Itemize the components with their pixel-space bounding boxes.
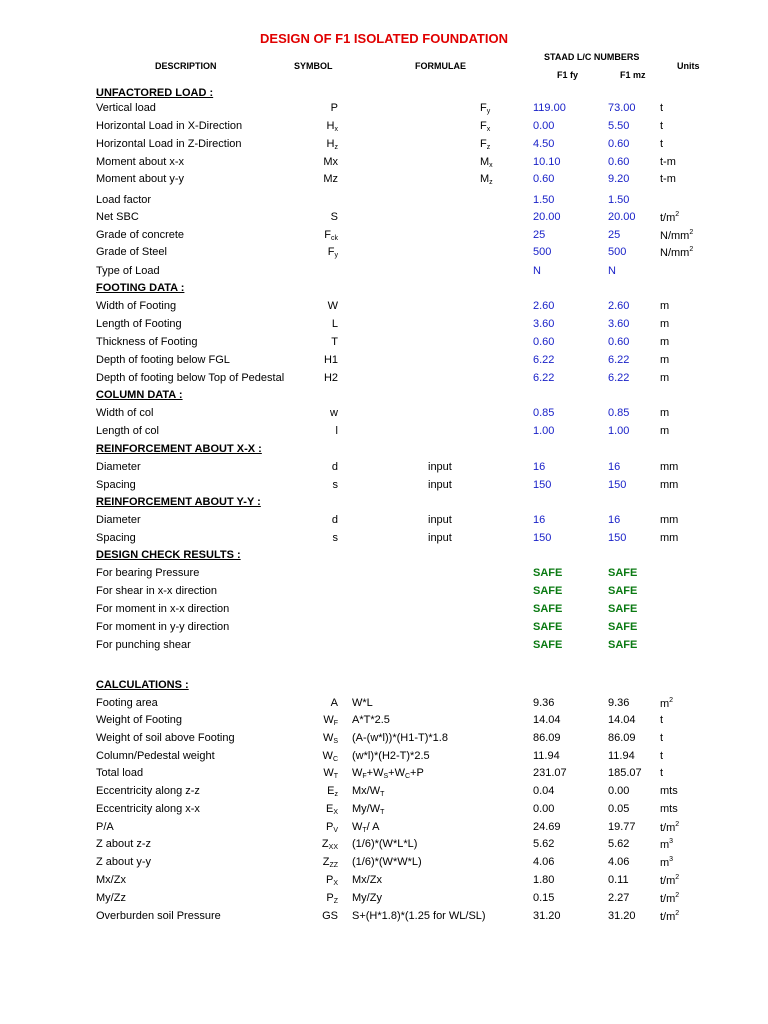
unit: t xyxy=(660,767,664,779)
footing-row xyxy=(0,300,768,318)
calc-row xyxy=(0,785,768,803)
calc-description: Eccentricity along z-z xyxy=(96,785,200,797)
calc-formula: (w*l)*(H2-T)*2.5 xyxy=(352,750,430,762)
section-column-data-row xyxy=(0,389,768,407)
value-f1-fy: 0.85 xyxy=(533,407,555,419)
value-f1-mz: 16 xyxy=(608,461,621,473)
unit: t xyxy=(660,102,664,114)
reinf-yy-row xyxy=(0,532,768,550)
unit: m xyxy=(660,372,670,384)
unit: t xyxy=(660,714,664,726)
calc-formula: (1/6)*(W*W*L) xyxy=(352,856,422,868)
column-row xyxy=(0,425,768,443)
value-f1-mz: 6.22 xyxy=(608,354,630,366)
calc-description: Z about y-y xyxy=(96,856,152,868)
load-description: Horizontal Load in Z-Direction xyxy=(96,138,242,150)
section-reinforcement-yy-row xyxy=(0,496,768,514)
column-symbol: l xyxy=(335,425,338,437)
reinf-xx-input-label: input xyxy=(428,461,452,473)
reinf-yy-row xyxy=(0,514,768,532)
calc-formula: My/Zy xyxy=(352,892,382,904)
reinf-yy-input-label: input xyxy=(428,514,452,526)
calc-row xyxy=(0,838,768,856)
value-f1-fy: 0.04 xyxy=(533,785,555,797)
column-symbol: w xyxy=(330,407,338,419)
load-row xyxy=(0,173,768,191)
load-description: Moment about y-y xyxy=(96,173,185,185)
value-f1-fy: 4.06 xyxy=(533,856,555,868)
load-symbol: P xyxy=(330,102,338,114)
reinf-xx-description: Diameter xyxy=(96,461,141,473)
calc-description: Column/Pedestal weight xyxy=(96,750,215,762)
reinf-xx-row xyxy=(0,479,768,497)
check-description: For shear in x-x direction xyxy=(96,585,218,597)
calc-symbol: $Z_{XX}$ xyxy=(321,838,338,851)
value-f1-mz: 0.00 xyxy=(608,785,630,797)
unit: mm xyxy=(660,514,679,526)
load-row xyxy=(0,138,768,156)
value-f1-fy: 20.00 xyxy=(533,211,561,223)
unit: $m^3$ xyxy=(660,838,674,851)
footing-row xyxy=(0,354,768,372)
value-f1-mz: 9.36 xyxy=(608,697,630,709)
unit: t xyxy=(660,120,664,132)
value-f1-mz: 0.05 xyxy=(608,803,630,815)
header-f1-fy: F1 fy xyxy=(557,70,579,80)
param-symbol: S xyxy=(330,211,338,223)
calc-formula: $My/W_T$ xyxy=(352,803,385,816)
unit: t-m xyxy=(660,173,676,185)
value-f1-mz: 6.22 xyxy=(608,372,630,384)
calc-row xyxy=(0,874,768,892)
value-f1-mz: 0.60 xyxy=(608,156,630,168)
value-f1-fy: 5.62 xyxy=(533,838,555,850)
value-f1-mz: 2.27 xyxy=(608,892,630,904)
reinf-xx-row xyxy=(0,461,768,479)
calc-row xyxy=(0,697,768,715)
calc-row xyxy=(0,821,768,839)
column-description: Width of col xyxy=(96,407,154,419)
footing-symbol: T xyxy=(331,336,338,348)
value-f1-mz: 73.00 xyxy=(608,102,636,114)
footing-row xyxy=(0,318,768,336)
unit: $t/m^2$ xyxy=(660,910,680,923)
value-f1-fy: 16 xyxy=(533,461,546,473)
value-f1-mz: 500 xyxy=(608,246,627,258)
value-f1-fy: N xyxy=(533,265,541,277)
value-f1-mz: N xyxy=(608,265,616,277)
section-footing-data-row xyxy=(0,282,768,300)
value-f1-fy: 119.00 xyxy=(533,102,566,114)
header-symbol: SYMBOL xyxy=(294,61,333,71)
load-symbol: $H_z$ xyxy=(326,138,338,151)
calc-symbol: $P_X$ xyxy=(325,874,338,887)
reinf-xx-description: Spacing xyxy=(96,479,136,491)
param-row xyxy=(0,194,768,212)
check-result-f1-fy: SAFE xyxy=(533,585,563,597)
unit: mm xyxy=(660,532,679,544)
unit: $t/m^2$ xyxy=(660,211,680,224)
section-footing-data: FOOTING DATA : xyxy=(96,282,185,294)
section-reinforcement-xx: REINFORCEMENT ABOUT X-X : xyxy=(96,443,262,455)
footing-symbol: H2 xyxy=(323,372,338,384)
value-f1-fy: 1.80 xyxy=(533,874,555,886)
reinf-xx-symbol: d xyxy=(331,461,338,473)
calc-row xyxy=(0,910,768,928)
value-f1-mz: 150 xyxy=(608,532,627,544)
calc-row xyxy=(0,892,768,910)
calc-formula: $Mx/W_T$ xyxy=(352,785,385,798)
section-design-check: DESIGN CHECK RESULTS : xyxy=(96,549,241,561)
param-symbol: $F_{ck}$ xyxy=(324,229,338,242)
unit: t xyxy=(660,750,664,762)
value-f1-fy: 86.09 xyxy=(533,732,561,744)
load-row xyxy=(0,102,768,120)
unit: $N/mm^2$ xyxy=(660,229,694,242)
value-f1-mz: 2.60 xyxy=(608,300,630,312)
unit: $t/m^2$ xyxy=(660,821,680,834)
value-f1-mz: 3.60 xyxy=(608,318,630,330)
unit: $m^3$ xyxy=(660,856,674,869)
reinf-xx-input-label: input xyxy=(428,479,452,491)
check-result-f1-fy: SAFE xyxy=(533,603,563,615)
section-calculations: CALCULATIONS : xyxy=(96,679,189,691)
calc-symbol: $P_V$ xyxy=(325,821,338,834)
unit: mm xyxy=(660,479,679,491)
load-description: Vertical load xyxy=(96,102,156,114)
calc-symbol: A xyxy=(330,697,338,709)
reinf-yy-description: Diameter xyxy=(96,514,141,526)
calc-symbol: $W_T$ xyxy=(323,767,338,780)
unit: mm xyxy=(660,461,679,473)
value-f1-mz: 185.07 xyxy=(608,767,642,779)
value-f1-fy: 3.60 xyxy=(533,318,555,330)
calc-symbol: $W_C$ xyxy=(322,750,338,763)
header-formulae: FORMULAE xyxy=(415,61,466,71)
calc-description: Overburden soil Pressure xyxy=(96,910,221,922)
footing-description: Length of Footing xyxy=(96,318,182,330)
calc-description: P/A xyxy=(96,821,114,833)
load-force-symbol: $M_x$ xyxy=(480,156,493,169)
param-description: Type of Load xyxy=(96,265,160,277)
footing-description: Depth of footing below Top of Pedestal xyxy=(96,372,285,384)
value-f1-mz: 19.77 xyxy=(608,821,636,833)
check-result-f1-mz: SAFE xyxy=(608,567,638,579)
value-f1-mz: 0.11 xyxy=(608,874,629,886)
calc-symbol: GS xyxy=(322,910,338,922)
footing-symbol: W xyxy=(327,300,338,312)
unit: $t/m^2$ xyxy=(660,874,680,887)
calc-symbol: $Z_{ZZ}$ xyxy=(322,856,338,869)
load-force-symbol: $F_y$ xyxy=(480,102,491,115)
calc-description: Weight of soil above Footing xyxy=(96,732,235,744)
check-result-f1-mz: SAFE xyxy=(608,603,638,615)
calc-row xyxy=(0,750,768,768)
value-f1-fy: 16 xyxy=(533,514,546,526)
calc-description: Weight of Footing xyxy=(96,714,183,726)
value-f1-mz: 1.00 xyxy=(608,425,630,437)
section-column-data: COLUMN DATA : xyxy=(96,389,183,401)
value-f1-mz: 5.62 xyxy=(608,838,630,850)
footing-symbol: H1 xyxy=(323,354,338,366)
load-symbol: Mz xyxy=(323,173,338,185)
footing-description: Depth of footing below FGL xyxy=(96,354,230,366)
calc-row xyxy=(0,714,768,732)
value-f1-fy: 4.50 xyxy=(533,138,555,150)
column-description: Length of col xyxy=(96,425,159,437)
check-row xyxy=(0,639,768,657)
unit: t xyxy=(660,138,664,150)
calc-description: My/Zz xyxy=(96,892,126,904)
value-f1-fy: 6.22 xyxy=(533,354,555,366)
footing-symbol: L xyxy=(331,318,338,330)
unit: $m^2$ xyxy=(660,697,674,710)
value-f1-fy: 1.00 xyxy=(533,425,555,437)
column-row xyxy=(0,407,768,425)
header-f1-mz: F1 mz xyxy=(620,70,646,80)
calc-formula: Mx/Zx xyxy=(352,874,382,886)
param-row xyxy=(0,229,768,247)
unit: m xyxy=(660,407,670,419)
check-result-f1-fy: SAFE xyxy=(533,621,563,633)
load-symbol: $H_x$ xyxy=(326,120,338,133)
calc-formula: (A-(w*l))*(H1-T)*1.8 xyxy=(352,732,448,744)
unit: t-m xyxy=(660,156,676,168)
calc-symbol: $W_F$ xyxy=(323,714,338,727)
header-description: DESCRIPTION xyxy=(155,61,217,71)
section-reinforcement-xx-row xyxy=(0,443,768,461)
load-force-symbol: $M_z$ xyxy=(480,173,493,186)
check-description: For moment in y-y direction xyxy=(96,621,230,633)
calc-symbol: $P_Z$ xyxy=(326,892,338,905)
value-f1-fy: 231.07 xyxy=(533,767,567,779)
calc-description: Mx/Zx xyxy=(96,874,126,886)
value-f1-fy: 150 xyxy=(533,532,552,544)
value-f1-fy: 2.60 xyxy=(533,300,555,312)
section-reinforcement-yy: REINFORCEMENT ABOUT Y-Y : xyxy=(96,496,261,508)
section-unfactored-load: UNFACTORED LOAD : xyxy=(96,87,214,99)
value-f1-fy: 25 xyxy=(533,229,546,241)
calc-description: Footing area xyxy=(96,697,158,709)
calc-row xyxy=(0,767,768,785)
calc-description: Total load xyxy=(96,767,144,779)
value-f1-fy: 0.15 xyxy=(533,892,555,904)
calc-row xyxy=(0,803,768,821)
load-description: Moment about x-x xyxy=(96,156,185,168)
check-description: For bearing Pressure xyxy=(96,567,200,579)
calc-formula: $W_T/$ A xyxy=(352,821,380,834)
unit: m xyxy=(660,425,670,437)
value-f1-mz: 0.60 xyxy=(608,336,630,348)
check-result-f1-fy: SAFE xyxy=(533,639,563,651)
check-result-f1-fy: SAFE xyxy=(533,567,563,579)
reinf-xx-symbol: s xyxy=(332,479,338,491)
value-f1-fy: 150 xyxy=(533,479,552,491)
load-description: Horizontal Load in X-Direction xyxy=(96,120,243,132)
check-row xyxy=(0,567,768,585)
calc-row xyxy=(0,856,768,874)
param-description: Grade of Steel xyxy=(96,246,167,258)
unit: mts xyxy=(660,803,678,815)
value-f1-fy: 6.22 xyxy=(533,372,555,384)
load-row xyxy=(0,120,768,138)
check-result-f1-mz: SAFE xyxy=(608,585,638,597)
check-result-f1-mz: SAFE xyxy=(608,621,638,633)
calc-formula: S+(H*1.8)*(1.25 for WL/SL) xyxy=(352,910,486,922)
value-f1-mz: 25 xyxy=(608,229,621,241)
load-force-symbol: $F_z$ xyxy=(480,138,491,151)
sheet-title: DESIGN OF F1 ISOLATED FOUNDATION xyxy=(260,31,508,46)
calc-symbol: $E_z$ xyxy=(327,785,338,798)
value-f1-mz: 0.60 xyxy=(608,138,630,150)
value-f1-mz: 0.85 xyxy=(608,407,630,419)
load-force-symbol: $F_x$ xyxy=(480,120,491,133)
calc-formula: A*T*2.5 xyxy=(352,714,390,726)
param-row xyxy=(0,211,768,229)
check-row xyxy=(0,585,768,603)
value-f1-fy: 0.00 xyxy=(533,120,555,132)
footing-row xyxy=(0,372,768,390)
calc-formula: (1/6)*(W*L*L) xyxy=(352,838,418,850)
param-description: Load factor xyxy=(96,194,152,206)
param-row xyxy=(0,246,768,264)
param-description: Grade of concrete xyxy=(96,229,185,241)
section-design-check-row xyxy=(0,549,768,567)
reinf-yy-input-label: input xyxy=(428,532,452,544)
footing-description: Thickness of Footing xyxy=(96,336,198,348)
calc-description: Eccentricity along x-x xyxy=(96,803,200,815)
load-row xyxy=(0,156,768,174)
check-result-f1-mz: SAFE xyxy=(608,639,638,651)
value-f1-mz: 4.06 xyxy=(608,856,630,868)
value-f1-mz: 11.94 xyxy=(608,750,635,762)
check-description: For moment in x-x direction xyxy=(96,603,230,615)
value-f1-mz: 1.50 xyxy=(608,194,630,206)
value-f1-fy: 1.50 xyxy=(533,194,555,206)
calc-symbol: $W_S$ xyxy=(322,732,338,745)
load-symbol: Mx xyxy=(323,156,338,168)
value-f1-mz: 86.09 xyxy=(608,732,636,744)
value-f1-fy: 9.36 xyxy=(533,697,555,709)
param-symbol: $F_y$ xyxy=(327,246,338,259)
value-f1-fy: 14.04 xyxy=(533,714,561,726)
unit: m xyxy=(660,354,670,366)
section-calculations-row xyxy=(0,679,768,697)
value-f1-mz: 9.20 xyxy=(608,173,630,185)
reinf-yy-symbol: d xyxy=(331,514,338,526)
check-description: For punching shear xyxy=(96,639,191,651)
footing-row xyxy=(0,336,768,354)
unit: m xyxy=(660,336,670,348)
value-f1-fy: 24.69 xyxy=(533,821,561,833)
calc-description: Z about z-z xyxy=(96,838,152,850)
unit: m xyxy=(660,300,670,312)
value-f1-mz: 150 xyxy=(608,479,627,491)
value-f1-fy: 500 xyxy=(533,246,552,258)
unit: mts xyxy=(660,785,678,797)
calc-symbol: $E_X$ xyxy=(325,803,338,816)
check-row xyxy=(0,621,768,639)
value-f1-fy: 11.94 xyxy=(533,750,560,762)
value-f1-mz: 14.04 xyxy=(608,714,636,726)
calc-formula: W*L xyxy=(352,697,373,709)
unit: $N/mm^2$ xyxy=(660,246,694,259)
value-f1-mz: 16 xyxy=(608,514,621,526)
header-units: Units xyxy=(677,61,700,71)
value-f1-fy: 0.60 xyxy=(533,173,555,185)
value-f1-mz: 20.00 xyxy=(608,211,636,223)
value-f1-mz: 31.20 xyxy=(608,910,636,922)
param-description: Net SBC xyxy=(96,211,139,223)
value-f1-fy: 10.10 xyxy=(533,156,561,168)
param-row xyxy=(0,265,768,283)
reinf-yy-description: Spacing xyxy=(96,532,136,544)
value-f1-fy: 0.60 xyxy=(533,336,555,348)
value-f1-fy: 0.00 xyxy=(533,803,555,815)
header-staad-lc-numbers: STAAD L/C NUMBERS xyxy=(544,52,640,62)
check-row xyxy=(0,603,768,621)
calc-formula: $W_F+W_S+W_C+P$ xyxy=(352,767,424,780)
unit: t xyxy=(660,732,664,744)
reinf-yy-symbol: s xyxy=(332,532,338,544)
value-f1-fy: 31.20 xyxy=(533,910,561,922)
unit: m xyxy=(660,318,670,330)
value-f1-mz: 5.50 xyxy=(608,120,630,132)
unit: $t/m^2$ xyxy=(660,892,680,905)
footing-description: Width of Footing xyxy=(96,300,177,312)
calc-row xyxy=(0,732,768,750)
